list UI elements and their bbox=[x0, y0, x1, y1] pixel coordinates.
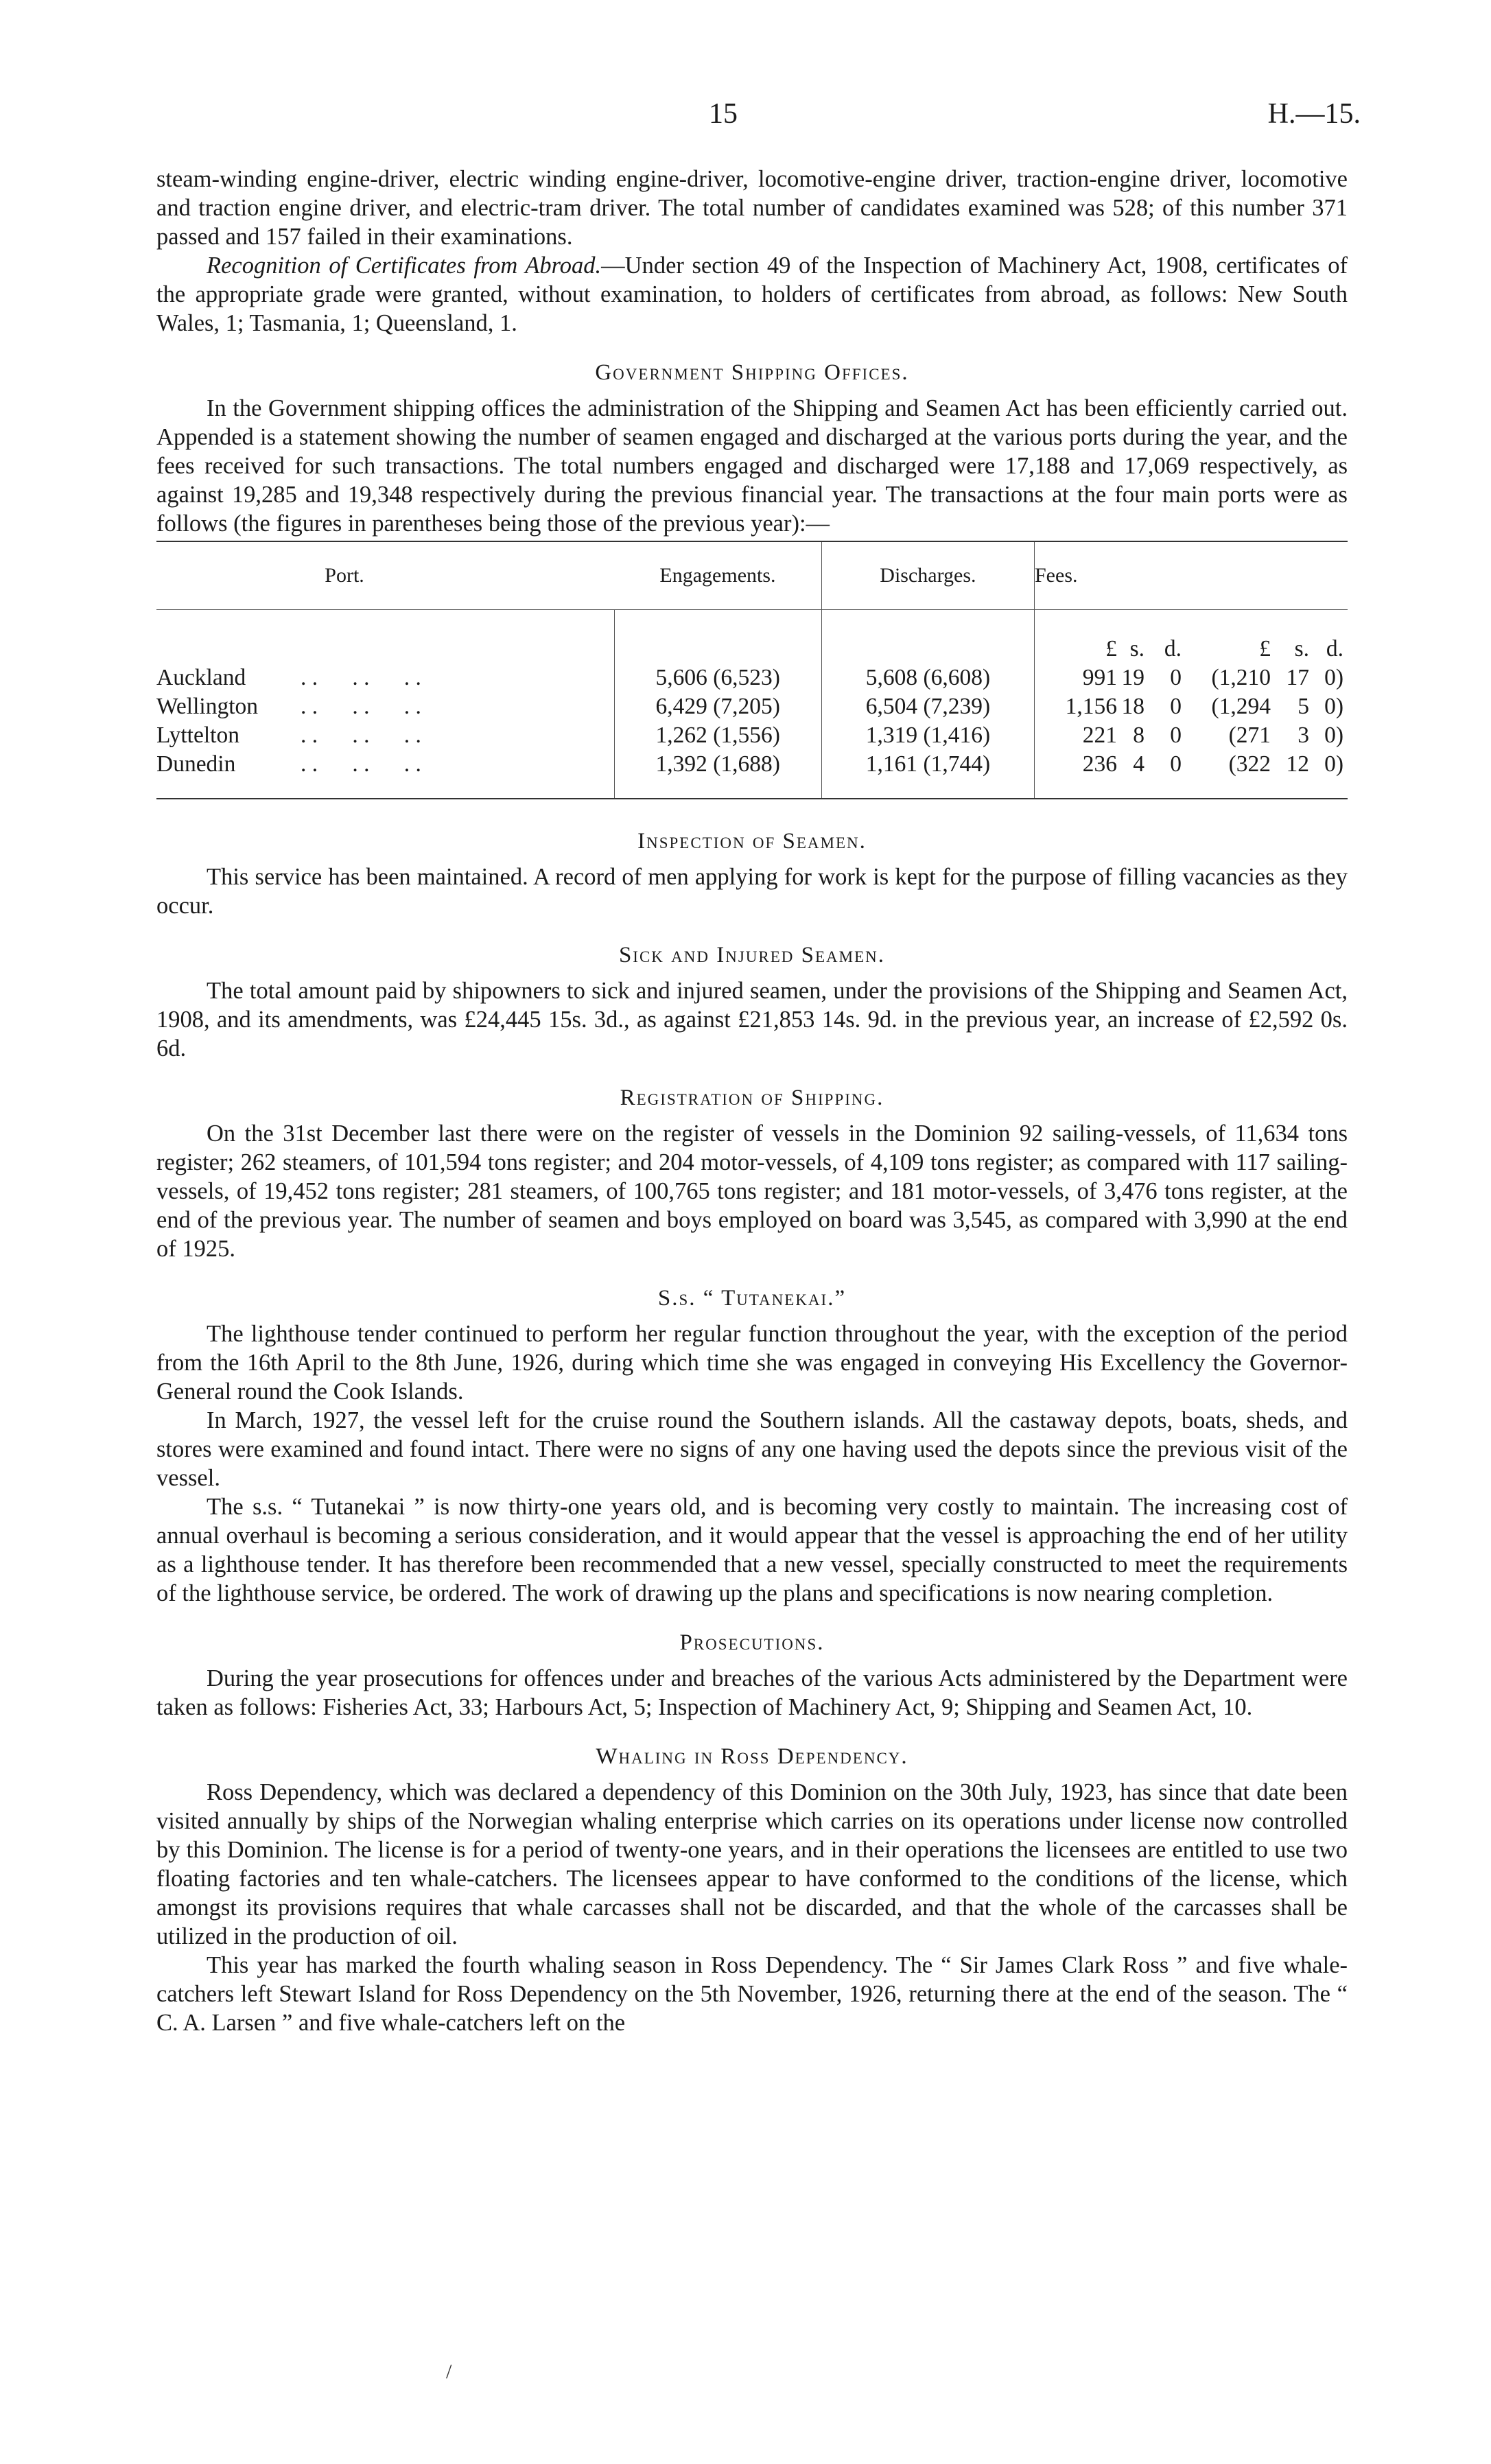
discharges-cell: 5,608 (6,608) bbox=[821, 664, 1034, 692]
whaling-heading: Whaling in Ross Dependency. bbox=[596, 1744, 908, 1769]
certificates-paragraph bbox=[156, 251, 1348, 338]
tutanekai-heading: S.s. “ Tutanekai.” bbox=[657, 1286, 847, 1311]
fee-units bbox=[1035, 635, 1348, 664]
leader-dots: . . . . . . bbox=[301, 751, 421, 777]
engagements-cell: 5,606 (6,523) bbox=[614, 664, 821, 692]
whaling-paragraph-1: Ross Dependency, which was declared a dependency of this Dominion on the 30th July, 1923, has since that date been visited annually by ships of the Norwegian whaling enterprise which carries on its operations under license now controlled by this Dominion. The license is for a period of twenty-one years, and in their operations the licensees are entitled to use two floating factories and ten whale-catchers. The licensees appear to have conformed to the conditions of the license, which amongst its provisions requires that whale carcasses shall not be discarded, and that the whole of the carcasses shall be utilized in the production of oil. bbox=[156, 1779, 1348, 1949]
registration-heading: Registration of Shipping. bbox=[620, 1086, 884, 1110]
fee-pence: 0 bbox=[1170, 751, 1182, 777]
inspection-seamen-heading: Inspection of Seamen. bbox=[637, 829, 867, 854]
stray-mark: / bbox=[446, 2360, 452, 2383]
fee-pounds: 1,156 bbox=[1065, 694, 1117, 719]
prev-fee-shillings: 3 bbox=[1298, 723, 1309, 748]
fees-cell bbox=[1035, 721, 1348, 750]
leader-dots: . . . . . . bbox=[301, 665, 421, 690]
unit-pounds: £ bbox=[1105, 636, 1117, 661]
shipping-offices-heading: Government Shipping Offices. bbox=[595, 360, 909, 385]
fee-pence: 0 bbox=[1170, 723, 1182, 748]
registration-paragraph: On the 31st December last there were on the register of vessels in the Dominion 92 sailing-vessels, of 11,634 tons register; 262 steamers, of 101,594 tons register; and 204 motor-vessels, of 4,109 tons register; as compared with 117 sailing-vessels, of 19,452 tons register; 281 steamers, of 100,765 tons register; and 181 motor-vessels, of 3,476 tons register, at the end of the previous year. The number of seamen and boys employed on board was 3,545, as compared with 3,990 at the end of 1925. bbox=[156, 1120, 1348, 1262]
prev-fee-pounds: (271 bbox=[1228, 723, 1271, 748]
fee-pence: 0 bbox=[1170, 665, 1182, 690]
fees-cell bbox=[1035, 692, 1348, 721]
port-name: Wellington bbox=[156, 694, 259, 719]
prev-fee-shillings: 17 bbox=[1286, 665, 1309, 690]
prev-fee-pence: 0) bbox=[1324, 723, 1343, 748]
engagements-cell: 6,429 (7,205) bbox=[614, 692, 821, 721]
sick-injured-paragraph: The total amount paid by shipowners to sick and injured seamen, under the provisions of the Shipping and Seamen Act, 1908, and its amendments, was £24,445 15s. 3d., as against £21,853 14s. 9d. in the previous year, an increase of £2,592 0s. 6d. bbox=[156, 978, 1348, 1061]
units-row bbox=[156, 610, 1348, 664]
table-row bbox=[156, 664, 1348, 692]
unit-prev-shillings: s. bbox=[1294, 636, 1309, 661]
inspection-seamen-paragraph: This service has been maintained. A record of men applying for work is kept for the purpose of filling vacancies as they occur. bbox=[156, 864, 1348, 919]
unit-prev-pence: d. bbox=[1326, 636, 1343, 661]
header-discharges: Discharges. bbox=[821, 541, 1034, 610]
certificates-body: —Under section 49 of the Inspection of Machinery Act, 1908, certificates of the appropriate grade were granted, without examination, to holders of certificates from abroad, as follows: New South Wales, 1; Tasmania, 1; Queensland, 1. bbox=[156, 253, 1348, 336]
table-row bbox=[156, 750, 1348, 799]
fee-shillings: 8 bbox=[1133, 723, 1144, 748]
ports-table bbox=[156, 541, 1348, 799]
document-reference: H.—15. bbox=[1267, 98, 1361, 130]
page-body bbox=[156, 165, 1348, 2037]
table-row bbox=[156, 692, 1348, 721]
leader-dots: . . . . . . bbox=[301, 694, 421, 719]
table-header-row bbox=[156, 541, 1348, 610]
fee-pounds: 236 bbox=[1082, 751, 1117, 777]
prosecutions-paragraph: During the year prosecutions for offences under and breaches of the various Acts administered by the Department were taken as follows: Fisheries Act, 33; Harbours Act, 5; Inspection of Machinery Act, 9; Shipping and Seamen Act, 10. bbox=[156, 1665, 1348, 1720]
discharges-cell: 1,161 (1,744) bbox=[821, 750, 1034, 799]
fees-cell bbox=[1035, 750, 1348, 779]
whaling-paragraph-2: This year has marked the fourth whaling season in Ross Dependency. The “ Sir James Clark Ross ” and five whale-catchers left Stewart Island for Ross Dependency on the 5th November, 1926, returning there at the end of the season. The “ C. A. Larsen ” and five whale-catchers left on the bbox=[156, 1952, 1348, 2036]
intro-paragraph: steam-winding engine-driver, electric winding engine-driver, locomotive-engine driver, traction-engine driver, locomotive and traction engine driver, and electric-tram driver. The total number of candidates examined was 528; of this number 371 passed and 157 failed in their examinations. bbox=[156, 166, 1348, 250]
prev-fee-shillings: 5 bbox=[1298, 694, 1309, 719]
table-row bbox=[156, 721, 1348, 750]
prev-fee-pence: 0) bbox=[1324, 665, 1343, 690]
port-name: Lyttelton bbox=[156, 723, 239, 748]
header-port: Port. bbox=[156, 541, 614, 610]
certificates-title: Recognition of Certificates from Abroad. bbox=[207, 253, 602, 279]
fees-cell bbox=[1035, 664, 1348, 692]
prosecutions-heading: Prosecutions. bbox=[679, 1630, 825, 1655]
fee-shillings: 18 bbox=[1121, 694, 1144, 719]
fee-pence: 0 bbox=[1170, 694, 1182, 719]
tutanekai-paragraph-3: The s.s. “ Tutanekai ” is now thirty-one years old, and is becoming very costly to maintain. The increasing cost of annual overhaul is becoming a serious consideration, and it would appear that the vessel is approaching the end of her utility as a lighthouse tender. It has therefore been recommended that a new vessel, specially constructed to meet the requirements of the lighthouse service, be ordered. The work of drawing up the plans and specifications is now nearing completion. bbox=[156, 1494, 1348, 1606]
tutanekai-paragraph-1: The lighthouse tender continued to perform her regular function throughout the year, with the exception of the period from the 16th April to the 8th June, 1926, during which time she was engaged in conveying His Excellency the Governor-General round the Cook Islands. bbox=[156, 1321, 1348, 1405]
prev-fee-pounds: (1,210 bbox=[1211, 665, 1271, 690]
fee-pounds: 221 bbox=[1082, 723, 1117, 748]
engagements-cell: 1,392 (1,688) bbox=[614, 750, 821, 799]
tutanekai-paragraph-2: In March, 1927, the vessel left for the cruise round the Southern islands. All the castaway depots, boats, sheds, and stores were examined and found intact. There were no signs of any one having used the depots since the previous visit of the vessel. bbox=[156, 1407, 1348, 1491]
prev-fee-pence: 0) bbox=[1324, 751, 1343, 777]
header-fees: Fees. bbox=[1035, 541, 1348, 610]
shipping-offices-paragraph: In the Government shipping offices the administration of the Shipping and Seamen Act has been efficiently carried out. Appended is a statement showing the number of seamen engaged and discharged at the various ports during the year, and the fees received for such transactions. The total numbers engaged and discharged were 17,188 and 17,069 respectively, as against 19,285 and 19,348 respectively during the previous financial year. The transactions at the four main ports were as follows (the figures in parentheses being those of the previous year):— bbox=[156, 395, 1348, 537]
unit-pence: d. bbox=[1164, 636, 1182, 661]
port-name: Dunedin bbox=[156, 751, 236, 777]
prev-fee-pounds: (1,294 bbox=[1211, 694, 1271, 719]
prev-fee-shillings: 12 bbox=[1286, 751, 1309, 777]
page-number: 15 bbox=[709, 98, 738, 130]
prev-fee-pounds: (322 bbox=[1228, 751, 1271, 777]
unit-prev-pounds: £ bbox=[1259, 636, 1271, 661]
discharges-cell: 6,504 (7,239) bbox=[821, 692, 1034, 721]
header-engagements: Engagements. bbox=[614, 541, 821, 610]
ports-table-wrapper bbox=[156, 541, 1348, 799]
prev-fee-pence: 0) bbox=[1324, 694, 1343, 719]
fee-pounds: 991 bbox=[1082, 665, 1117, 690]
discharges-cell: 1,319 (1,416) bbox=[821, 721, 1034, 750]
port-name: Auckland bbox=[156, 665, 246, 690]
engagements-cell: 1,262 (1,556) bbox=[614, 721, 821, 750]
sick-injured-heading: Sick and Injured Seamen. bbox=[618, 943, 886, 967]
fee-shillings: 19 bbox=[1121, 665, 1144, 690]
leader-dots: . . . . . . bbox=[301, 723, 421, 748]
fee-shillings: 4 bbox=[1133, 751, 1144, 777]
unit-shillings: s. bbox=[1129, 636, 1144, 661]
